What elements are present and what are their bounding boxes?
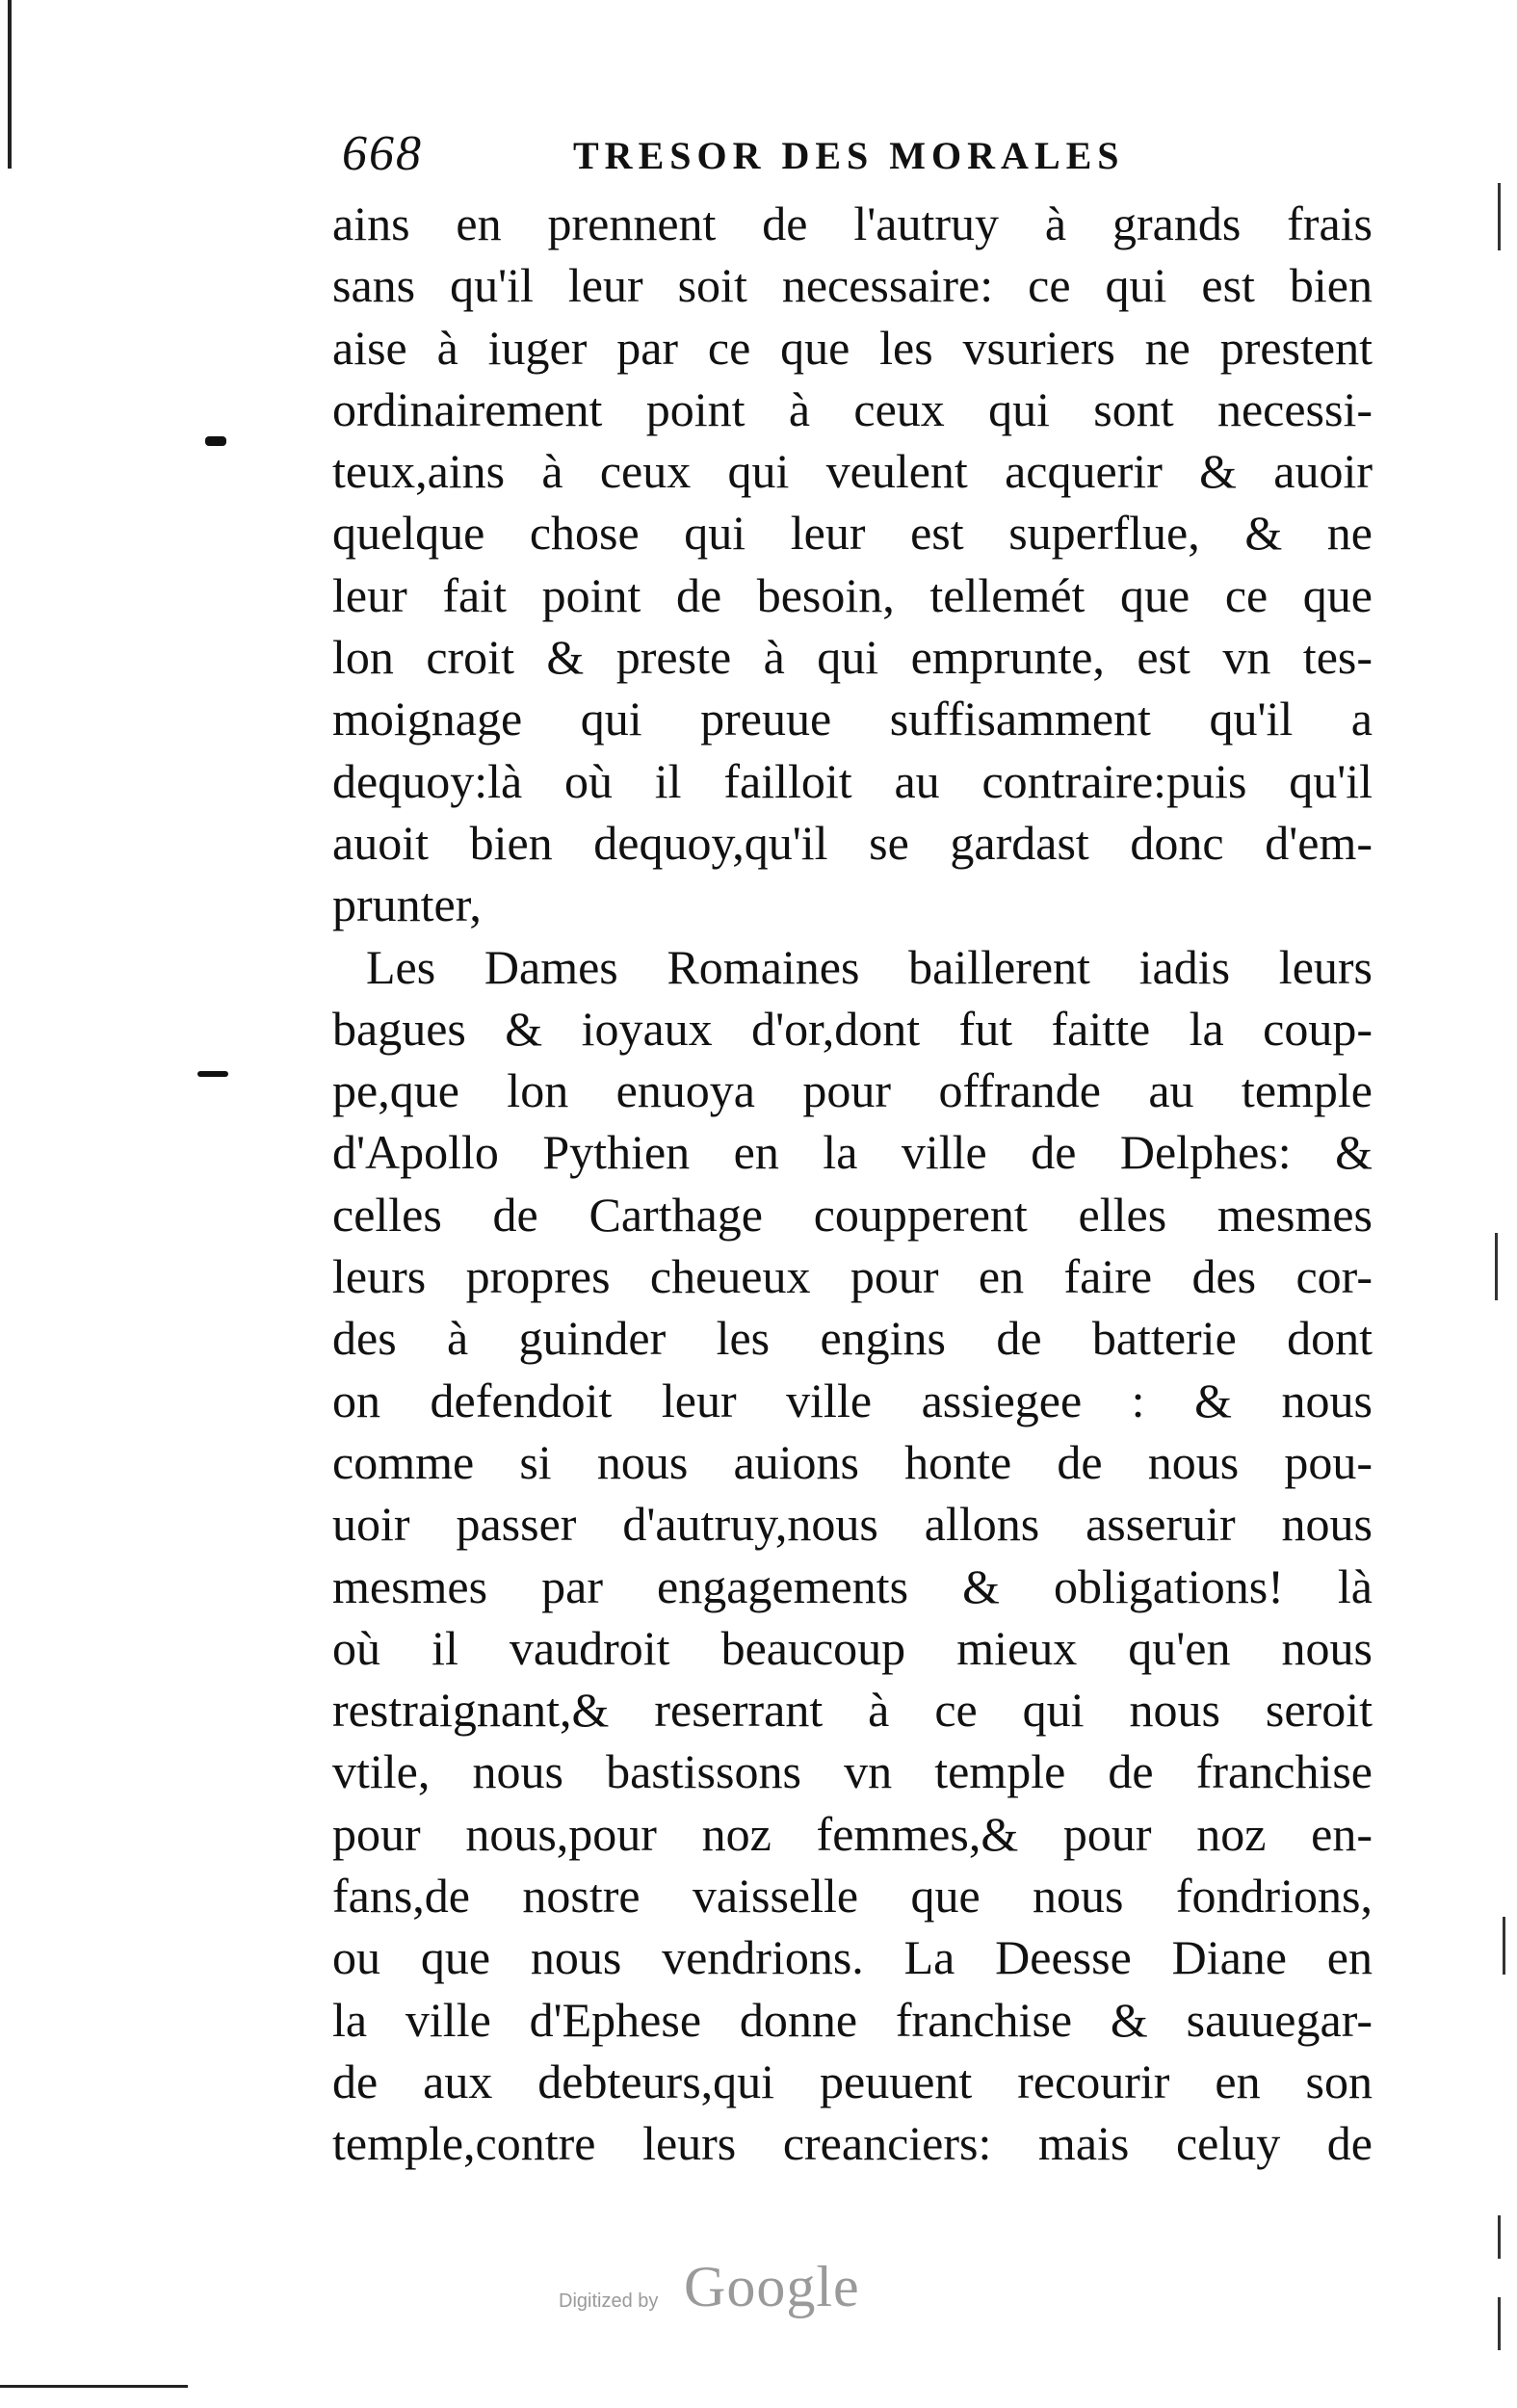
text-line: où il vaudroit beaucoup mieux qu'en nous <box>332 1620 1373 1675</box>
text-line: quelque chose qui leur est superflue, & ne <box>332 506 1373 561</box>
text-line: uoir passer d'autruy,nous allons asseruir nous <box>332 1497 1373 1552</box>
text-line: on defendoit leur ville assiegee : & nous <box>332 1373 1373 1427</box>
text-line: prunter, <box>332 877 482 932</box>
margin-mark-2 <box>197 1071 228 1077</box>
text-line: lon croit & preste à qui emprunte, est vn tes- <box>332 630 1373 685</box>
text-line: d'Apollo Pythien en la ville de Delphes: & <box>332 1125 1373 1180</box>
text-line: leurs propres cheueux pour en faire des cor- <box>332 1249 1373 1304</box>
body-text <box>332 193 1373 2175</box>
digitized-label: Digitized by <box>559 2290 659 2312</box>
right-edge-tick <box>1495 1233 1498 1300</box>
text-line: moignage qui preuue suffisamment qu'il a <box>332 692 1373 746</box>
text-line: pe,que lon enuoya pour offrande au temple <box>332 1063 1373 1118</box>
digitized-by-google-watermark <box>559 2254 944 2331</box>
right-edge-tick <box>1503 1917 1505 1975</box>
right-edge-tick <box>1498 2215 1501 2259</box>
text-line: comme si nous auions honte de nous pou- <box>332 1434 1373 1489</box>
text-line: sans qu'il leur soit necessaire: ce qui est bien <box>332 258 1373 313</box>
text-line: vtile, nous bastissons vn temple de franchise <box>332 1744 1373 1799</box>
text-line: restraignant,& reserrant à ce qui nous seroit <box>332 1683 1373 1738</box>
text-line: celles de Carthage coupperent elles mesmes <box>332 1187 1373 1242</box>
text-line: ou que nous vendrions. La Deesse Diane en <box>332 1930 1373 1985</box>
text-line: des à guinder les engins de batterie dont <box>332 1311 1373 1366</box>
text-line: auoit bien dequoy,qu'il se gardast donc d'em- <box>332 815 1373 870</box>
text-line: mesmes par engagements & obligations! là <box>332 1558 1373 1613</box>
left-edge-rule <box>8 0 12 169</box>
running-title: TRESOR DES MORALES <box>573 134 1125 177</box>
margin-mark-1 <box>205 436 226 446</box>
right-edge-tick <box>1498 183 1501 250</box>
page-number: 668 <box>342 126 423 181</box>
text-line: fans,de nostre vaisselle que nous fondrions, <box>332 1869 1373 1924</box>
text-line: de aux debteurs,qui peuuent recourir en son <box>332 2054 1373 2108</box>
text-line: ains en prennent de l'autruy à grands frais <box>332 196 1373 250</box>
text-line: leur fait point de besoin, tellemét que ce que <box>332 567 1373 622</box>
text-line: teux,ains à ceux qui veulent acquerir & auoir <box>332 444 1373 499</box>
text-line: dequoy:là où il failloit au contraire:puis qu'il <box>332 753 1373 808</box>
paragraph-start-line: Les Dames Romaines baillerent iadis leurs <box>366 939 1373 994</box>
right-edge-tick <box>1498 2297 1501 2350</box>
text-line: aise à iuger par ce que les vsuriers ne prestent <box>332 320 1373 375</box>
google-logo: Google <box>684 2255 860 2318</box>
bottom-edge-rule <box>0 2385 188 2388</box>
text-line: bagues & ioyaux d'or,dont fut faitte la coup- <box>332 1001 1373 1056</box>
text-line: pour nous,pour noz femmes,& pour noz en- <box>332 1806 1373 1861</box>
text-line: temple,contre leurs creanciers: mais celuy de <box>332 2116 1373 2171</box>
text-line: ordinairement point à ceux qui sont necessi- <box>332 381 1373 436</box>
text-line: la ville d'Ephese donne franchise & sauuegar- <box>332 1992 1373 2047</box>
page-header <box>342 125 1363 193</box>
